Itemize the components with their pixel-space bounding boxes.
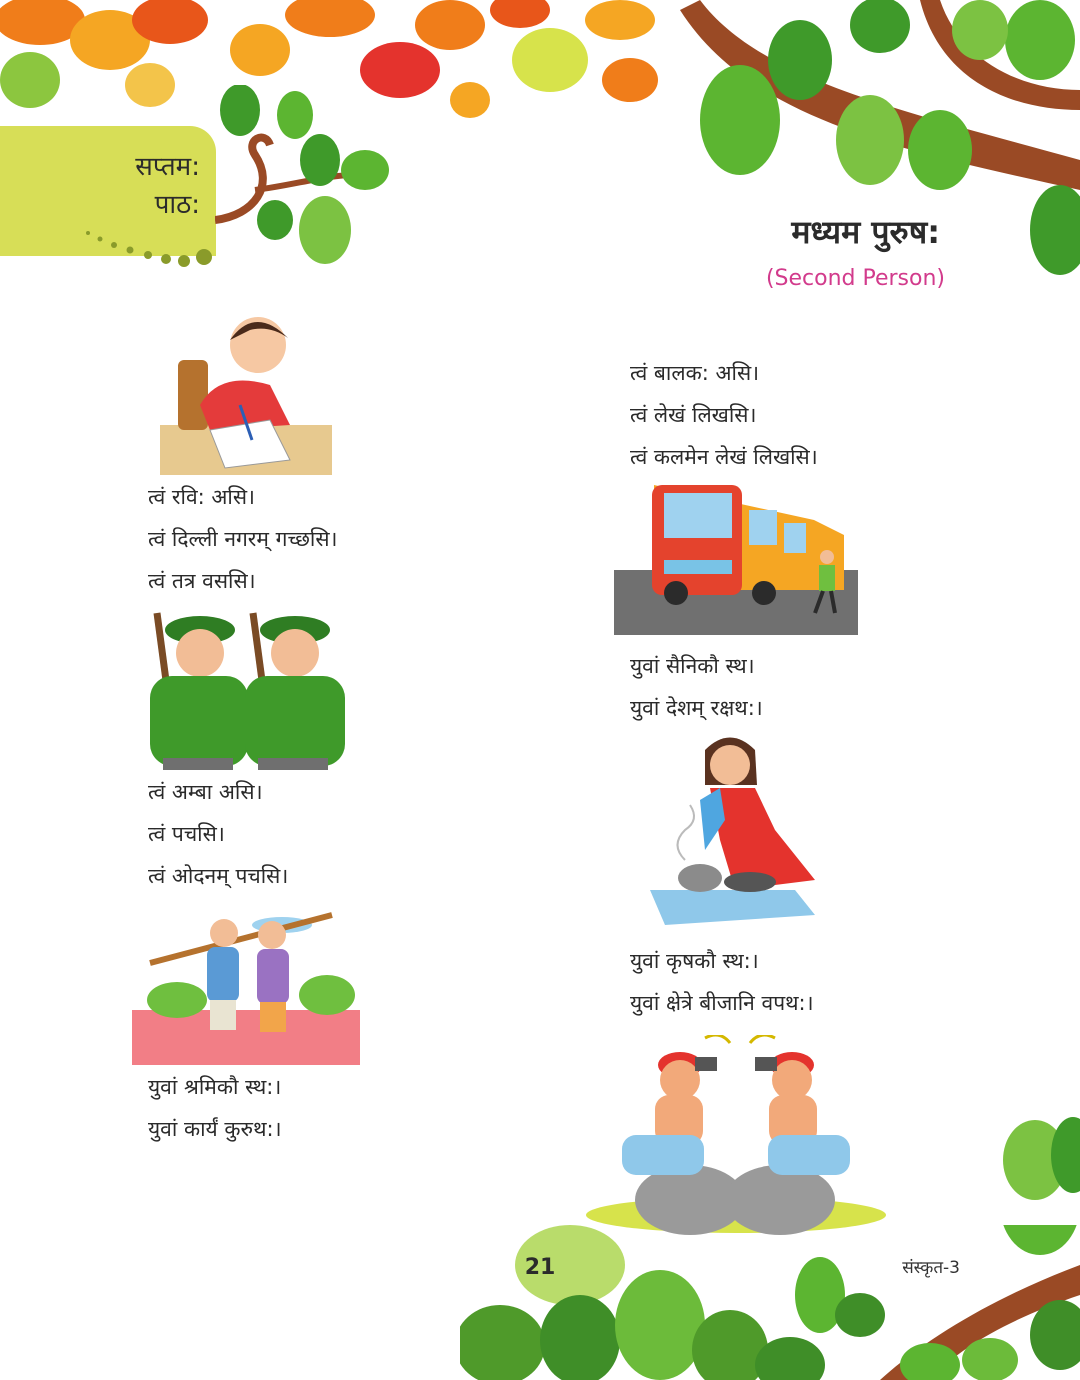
lesson-number-label — [0, 148, 200, 224]
left-text-block-3 — [148, 1066, 282, 1150]
left-text-block-1 — [148, 476, 338, 602]
text-line: त्वं बालक: असि। — [630, 361, 760, 385]
text-line: युवां कार्यं कुरुथ:। — [148, 1117, 282, 1141]
text-line: युवां देशम् रक्षथ:। — [630, 696, 763, 720]
lesson-word: पाठ: — [154, 190, 200, 220]
right-text-block-2 — [630, 645, 763, 729]
lesson-number: सप्तम: — [135, 152, 200, 182]
bus-illustration — [614, 475, 858, 635]
text-line: त्वं तत्र वससि। — [148, 569, 256, 593]
text-line: त्वं रवि: असि। — [148, 485, 256, 509]
text-line: त्वं कलमेन लेखं लिखसि। — [630, 445, 818, 469]
left-text-block-2 — [148, 771, 288, 897]
text-line: त्वं लेखं लिखसि। — [630, 403, 757, 427]
text-line: त्वं ओदनम् पचसि। — [148, 864, 289, 888]
text-line: युवां श्रमिकौ स्थ:। — [148, 1075, 282, 1099]
right-text-block-1 — [630, 352, 818, 478]
lesson-tab-vine-decoration — [215, 85, 395, 275]
text-line: युवां कृषकौ स्थ:। — [630, 949, 759, 973]
text-line: युवां क्षेत्रे बीजानि वपथ:। — [630, 991, 814, 1015]
right-edge-leaves-decoration — [995, 1110, 1080, 1210]
page-subtitle: (Second Person) — [765, 266, 945, 291]
right-text-block-3 — [630, 940, 814, 1024]
boy-writing-illustration — [160, 310, 332, 475]
bottom-foliage-decoration — [460, 1225, 1080, 1380]
two-workers-illustration — [132, 895, 360, 1065]
text-line: त्वं पचसि। — [148, 822, 225, 846]
text-line: त्वं अम्बा असि। — [148, 780, 263, 804]
mother-cooking-illustration — [645, 730, 825, 932]
two-soldiers-illustration — [145, 608, 350, 773]
text-line: त्वं दिल्ली नगरम् गच्छसि। — [148, 527, 338, 551]
text-line: युवां सैनिकौ स्थ। — [630, 654, 755, 678]
two-farmers-hammering-illustration — [580, 1035, 892, 1235]
lesson-tab-dots-decoration — [80, 225, 220, 270]
book-title: संस्कृत-3 — [902, 1258, 960, 1278]
page-number: 21 — [524, 1255, 556, 1280]
page-title: मध्यम पुरुष: — [791, 213, 940, 251]
